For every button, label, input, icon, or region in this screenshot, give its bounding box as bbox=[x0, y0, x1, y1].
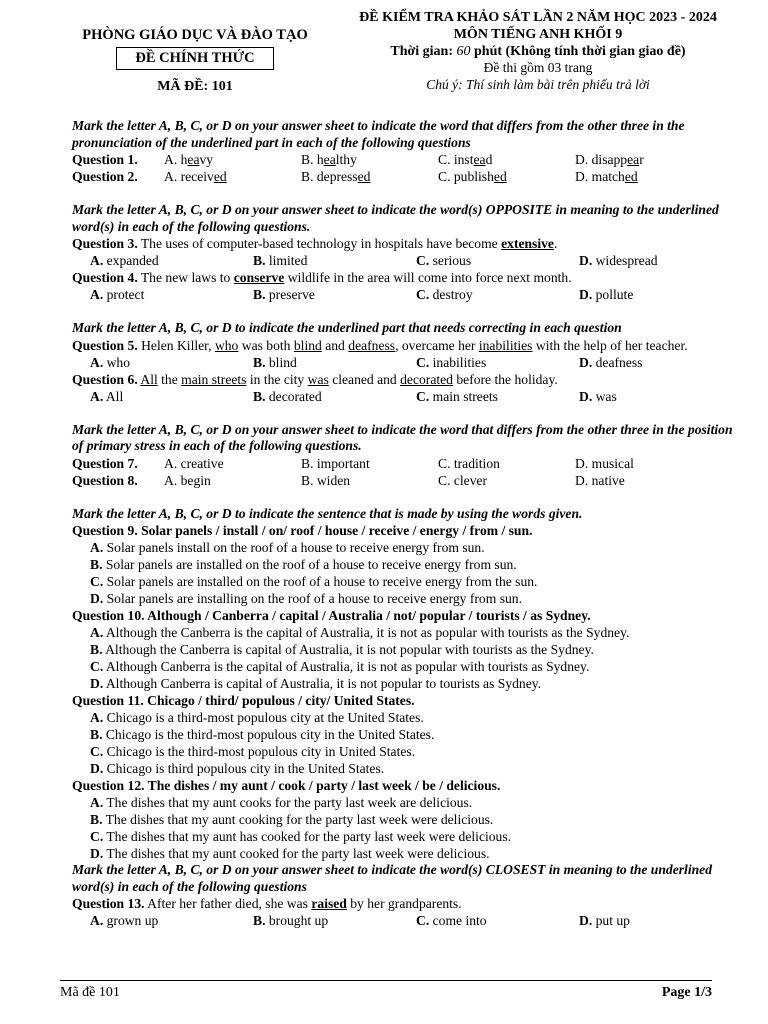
question-1: Question 1. A. heavy B. healthy C. instead D. disappear bbox=[72, 152, 644, 167]
header-right bbox=[328, 9, 748, 93]
page-footer bbox=[60, 980, 712, 1002]
exam-time: Thời gian: 60 phút (Không tính thời gian giao đề) bbox=[390, 44, 686, 59]
instruction-opposite: Mark the letter A, B, C, or D on your answer sheet to indicate the word(s) OPPOSITE in meaning to the underlined word(s) in each of the following questions. bbox=[72, 202, 719, 234]
question-6: Question 6. All the main streets in the city was cleaned and decorated before the holiday. bbox=[72, 371, 558, 387]
instruction-pronunciation: Mark the letter A, B, C, or D on your answer sheet to indicate the word that differs from the other three in the pronunciation of the underlined part in each of the following questions bbox=[72, 118, 685, 150]
question-10-option-d: D. Although Canberra is capital of Australia, it is not popular to tourists as Sydney. bbox=[90, 676, 542, 691]
question-7: Question 7. A. creative B. important C. tradition D. musical bbox=[72, 455, 634, 471]
question-11-option-b: B. Chicago is the third-most populous city in the United States. bbox=[90, 727, 435, 742]
question-12-option-b: B. The dishes that my aunt cooking for the party last week were delicious. bbox=[90, 812, 494, 827]
question-13-options: A. grown up B. brought up C. come into D. put up bbox=[90, 913, 630, 928]
exam-title: ĐỀ KIỂM TRA KHẢO SÁT LẦN 2 NĂM HỌC 2023 - 2024 bbox=[359, 10, 717, 25]
question-12-option-c: C. The dishes that my aunt has cooked for the party last week were delicious. bbox=[90, 829, 512, 844]
pages-note: Đề thi gồm 03 trang bbox=[483, 60, 593, 75]
question-4-options: A. protect B. preserve C. destroy D. pollute bbox=[90, 287, 634, 302]
question-11: Question 11. Chicago / third/ populous / city/ United States. bbox=[72, 693, 415, 708]
instruction-sentence: Mark the letter A, B, C, or D to indicate the sentence that is made by using the words given. bbox=[72, 505, 583, 521]
page-number: Page 1/3 bbox=[661, 985, 712, 1000]
exam-content bbox=[72, 118, 742, 929]
instruction-correcting: Mark the letter A, B, C, or D to indicate the underlined part that needs correcting in each question bbox=[72, 320, 622, 335]
question-4: Question 4. The new laws to conserve wildlife in the area will come into force next month. bbox=[72, 270, 572, 285]
question-12-option-a: A. The dishes that my aunt cooks for the party last week are delicious. bbox=[90, 795, 473, 810]
question-6-options: A. All B. decorated C. main streets D. was bbox=[90, 388, 617, 404]
exam-subject: MÔN TIẾNG ANH KHỐI 9 bbox=[453, 27, 623, 42]
question-13: Question 13. After her father died, she was raised by her grandparents. bbox=[72, 896, 462, 911]
department-name: PHÒNG GIÁO DỤC VÀ ĐÀO TẠO bbox=[82, 27, 308, 43]
question-9-option-b: B. Solar panels are installed on the roof of a house to receive energy from sun. bbox=[90, 557, 517, 572]
question-9-option-a: A. Solar panels install on the roof of a house to receive energy from sun. bbox=[90, 540, 485, 555]
question-8: Question 8. A. begin B. widen C. clever D. native bbox=[72, 472, 625, 488]
question-3-options: A. expanded B. limited C. serious D. widespread bbox=[90, 253, 658, 268]
question-9-option-d: D. Solar panels are installing on the roof of a house to receive energy from sun. bbox=[90, 591, 522, 606]
question-11-option-c: C. Chicago is the third-most populous city in United States. bbox=[90, 744, 416, 759]
footer-exam-code: Mã đề 101 bbox=[60, 985, 120, 1000]
question-11-option-d: D. Chicago is third populous city in the United States. bbox=[90, 761, 385, 776]
official-label: ĐỀ CHÍNH THỨC bbox=[116, 47, 273, 70]
instruction-closest: Mark the letter A, B, C, or D on your answer sheet to indicate the word(s) CLOSEST in meaning to the underlined word(s) in each of the following questions bbox=[72, 862, 712, 894]
exam-code: MÃ ĐỀ: 101 bbox=[157, 79, 233, 94]
question-5: Question 5. Helen Killer, who was both blind and deafness, overcame her inabilities with the help of her teacher. bbox=[72, 337, 688, 353]
question-3: Question 3. The uses of computer-based technology in hospitals have become extensive. bbox=[72, 236, 558, 251]
question-10-option-b: B. Although the Canberra is capital of Australia, it is not popular with tourists as the Sydney. bbox=[90, 642, 594, 657]
question-2: Question 2. A. received B. depressed C. published D. matched bbox=[72, 169, 638, 184]
question-12: Question 12. The dishes / my aunt / cook / party / last week / be / delicious. bbox=[72, 778, 501, 793]
question-9-option-c: C. Solar panels are installed on the roof of a house to receive energy from the sun. bbox=[90, 574, 538, 589]
question-9: Question 9. Solar panels / install / on/ roof / house / receive / energy / from / sun. bbox=[72, 523, 533, 538]
question-10-option-c: C. Although Canberra is the capital of Australia, it is not as popular with tourists as Sydney. bbox=[90, 659, 590, 674]
question-11-option-a: A. Chicago is a third-most populous city at the United States. bbox=[90, 710, 424, 725]
exam-note: Chú ý: Thí sinh làm bài trên phiếu trả lời bbox=[426, 77, 650, 92]
question-10-option-a: A. Although the Canberra is the capital of Australia, it is not as popular with tourists as the Sydney. bbox=[90, 625, 630, 640]
question-10: Question 10. Although / Canberra / capital / Australia / not/ popular / tourists / as Sydney. bbox=[72, 608, 591, 623]
instruction-stress: Mark the letter A, B, C, or D on your answer sheet to indicate the word that differs from the other three in the position of primary stress in each of the following questions. bbox=[72, 421, 733, 453]
header-left bbox=[60, 26, 330, 96]
question-12-option-d: D. The dishes that my aunt cooked for the party last week were delicious. bbox=[90, 846, 490, 861]
question-5-options: A. who B. blind C. inabilities D. deafness bbox=[90, 354, 643, 370]
